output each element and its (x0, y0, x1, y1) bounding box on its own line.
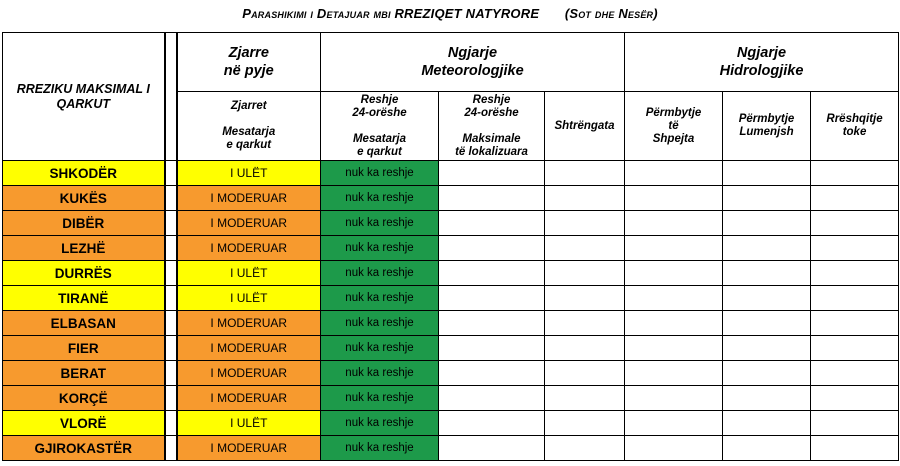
empty-cell (439, 286, 545, 311)
table-row (3, 311, 899, 336)
empty-cell (811, 411, 899, 436)
meteo-group-header: Ngjarje Meteorologjike (321, 33, 625, 92)
empty-cell (545, 361, 625, 386)
empty-cell (811, 261, 899, 286)
rain-avg-cell: nuk ka reshje (321, 311, 439, 336)
empty-cell (723, 436, 811, 461)
column-separator (165, 211, 177, 236)
region-cell: TIRANË (3, 286, 165, 311)
empty-cell (723, 211, 811, 236)
rain-avg-cell: nuk ka reshje (321, 336, 439, 361)
column-separator (165, 311, 177, 336)
empty-cell (811, 161, 899, 186)
empty-cell (625, 386, 723, 411)
empty-cell (439, 236, 545, 261)
title-suffix: (Sot dhe Nesër) (564, 6, 658, 21)
empty-cell (625, 186, 723, 211)
empty-cell (723, 311, 811, 336)
empty-cell (625, 411, 723, 436)
empty-cell (625, 336, 723, 361)
risk-table (2, 32, 899, 461)
region-cell: DURRËS (3, 261, 165, 286)
empty-cell (545, 386, 625, 411)
hydro-group-header: Ngjarje Hidrologjike (625, 33, 899, 92)
empty-cell (439, 186, 545, 211)
fire-risk-cell: I MODERUAR (177, 386, 321, 411)
empty-cell (545, 411, 625, 436)
fire-risk-cell: I ULËT (177, 261, 321, 286)
column-separator (165, 261, 177, 286)
fire-risk-cell: I MODERUAR (177, 361, 321, 386)
rain-avg-cell: nuk ka reshje (321, 386, 439, 411)
region-column-header: RREZIKU MAKSIMAL I QARKUT (3, 33, 165, 161)
table-row (3, 236, 899, 261)
rain-avg-cell: nuk ka reshje (321, 211, 439, 236)
table-row (3, 286, 899, 311)
column-separator (165, 186, 177, 211)
empty-cell (723, 336, 811, 361)
table-row (3, 386, 899, 411)
empty-cell (811, 436, 899, 461)
rain-avg-header: Reshje 24-orëshe Mesatarja e qarkut (321, 92, 439, 161)
region-cell: ELBASAN (3, 311, 165, 336)
fire-risk-cell: I MODERUAR (177, 436, 321, 461)
region-cell: SHKODËR (3, 161, 165, 186)
empty-cell (625, 436, 723, 461)
empty-cell (545, 161, 625, 186)
empty-cell (545, 436, 625, 461)
fire-risk-cell: I MODERUAR (177, 236, 321, 261)
column-separator (165, 336, 177, 361)
empty-cell (811, 386, 899, 411)
empty-cell (439, 386, 545, 411)
empty-cell (723, 161, 811, 186)
table-row (3, 161, 899, 186)
region-cell: KORÇË (3, 386, 165, 411)
column-separator (165, 361, 177, 386)
empty-cell (811, 336, 899, 361)
region-cell: VLORË (3, 411, 165, 436)
table-row (3, 261, 899, 286)
table-row (3, 186, 899, 211)
table-row (3, 436, 899, 461)
empty-cell (439, 436, 545, 461)
empty-cell (439, 211, 545, 236)
empty-cell (439, 336, 545, 361)
empty-cell (723, 286, 811, 311)
rain-max-header: Reshje 24-orëshe Maksimale të lokalizuara (439, 92, 545, 161)
empty-cell (439, 261, 545, 286)
empty-cell (625, 211, 723, 236)
empty-cell (625, 311, 723, 336)
empty-cell (439, 361, 545, 386)
empty-cell (545, 311, 625, 336)
column-separator (165, 236, 177, 261)
empty-cell (811, 211, 899, 236)
empty-cell (439, 311, 545, 336)
empty-cell (625, 286, 723, 311)
region-cell: LEZHË (3, 236, 165, 261)
fire-sub-header: Zjarret Mesatarja e qarkut (177, 92, 321, 161)
empty-cell (439, 411, 545, 436)
empty-cell (625, 261, 723, 286)
empty-cell (723, 411, 811, 436)
flash-flood-header: Përmbytje të Shpejta (625, 92, 723, 161)
table-row (3, 336, 899, 361)
fire-risk-cell: I MODERUAR (177, 336, 321, 361)
region-cell: FIER (3, 336, 165, 361)
title-main: RREZIQET NATYRORE (394, 6, 540, 21)
empty-cell (723, 236, 811, 261)
fire-group-header: Zjarre në pyje (177, 33, 321, 92)
empty-cell (545, 236, 625, 261)
empty-cell (625, 161, 723, 186)
column-separator (165, 411, 177, 436)
empty-cell (545, 286, 625, 311)
column-separator (165, 386, 177, 411)
landslide-header: Rrëshqitje toke (811, 92, 899, 161)
empty-cell (545, 186, 625, 211)
empty-cell (545, 211, 625, 236)
table-row (3, 411, 899, 436)
empty-cell (723, 186, 811, 211)
fire-risk-cell: I ULËT (177, 161, 321, 186)
rain-avg-cell: nuk ka reshje (321, 236, 439, 261)
storm-header: Shtrëngata (545, 92, 625, 161)
empty-cell (811, 361, 899, 386)
rain-avg-cell: nuk ka reshje (321, 286, 439, 311)
empty-cell (723, 361, 811, 386)
river-flood-header: Përmbytje Lumenjsh (723, 92, 811, 161)
empty-cell (545, 261, 625, 286)
column-separator (165, 286, 177, 311)
page-title (0, 6, 900, 21)
column-separator (165, 436, 177, 461)
table-row (3, 361, 899, 386)
empty-cell (439, 161, 545, 186)
rain-avg-cell: nuk ka reshje (321, 411, 439, 436)
title-prefix: Parashikimi i Detajuar mbi (242, 6, 391, 21)
empty-cell (811, 186, 899, 211)
fire-risk-cell: I ULËT (177, 286, 321, 311)
fire-risk-cell: I MODERUAR (177, 311, 321, 336)
rain-avg-cell: nuk ka reshje (321, 161, 439, 186)
empty-cell (545, 336, 625, 361)
empty-cell (625, 236, 723, 261)
fire-risk-cell: I MODERUAR (177, 211, 321, 236)
region-cell: GJIROKASTËR (3, 436, 165, 461)
column-separator (165, 161, 177, 186)
column-separator (165, 33, 177, 161)
table-row (3, 211, 899, 236)
empty-cell (811, 236, 899, 261)
empty-cell (625, 361, 723, 386)
rain-avg-cell: nuk ka reshje (321, 186, 439, 211)
region-cell: KUKËS (3, 186, 165, 211)
empty-cell (723, 386, 811, 411)
region-cell: DIBËR (3, 211, 165, 236)
region-cell: BERAT (3, 361, 165, 386)
rain-avg-cell: nuk ka reshje (321, 436, 439, 461)
empty-cell (723, 261, 811, 286)
rain-avg-cell: nuk ka reshje (321, 261, 439, 286)
fire-risk-cell: I MODERUAR (177, 186, 321, 211)
empty-cell (811, 311, 899, 336)
rain-avg-cell: nuk ka reshje (321, 361, 439, 386)
empty-cell (811, 286, 899, 311)
fire-risk-cell: I ULËT (177, 411, 321, 436)
